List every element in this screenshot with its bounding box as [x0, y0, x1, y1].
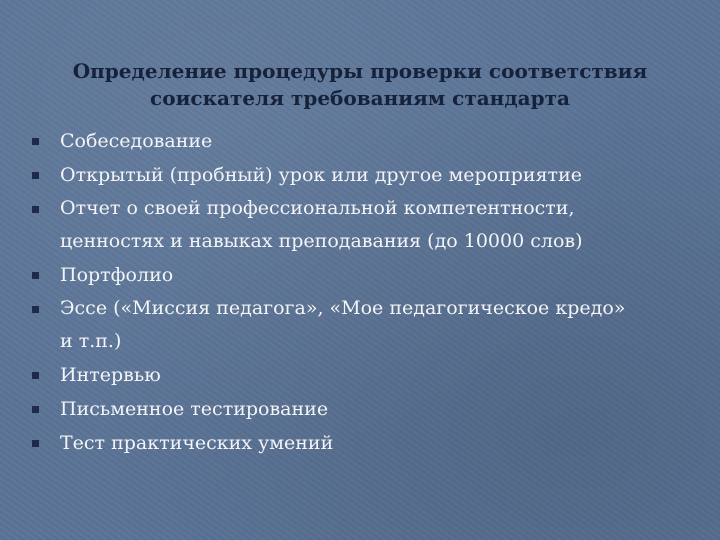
list-item [30, 124, 700, 158]
slide-title-line-1: Определение процедуры проверки соответствия [72, 59, 648, 83]
list-item-line: ценностях и навыках преподавания (до 10000 слов) [60, 230, 583, 252]
list-item-line: Собеседование [60, 130, 213, 152]
square-bullet-icon [32, 406, 39, 413]
list-item-line: и т.п.) [60, 330, 122, 352]
slide-title-line-2: соискателя требованиям стандарта [150, 86, 570, 110]
square-bullet-icon [32, 206, 39, 213]
square-bullet-icon [32, 372, 39, 379]
list-item [30, 192, 700, 258]
list-item [30, 158, 700, 192]
list-item-text [60, 192, 700, 258]
list-item-text [60, 292, 700, 358]
list-item-line: Интервью [60, 364, 161, 386]
list-item [30, 292, 700, 358]
list-item-line: Письменное тестирование [60, 398, 329, 420]
square-bullet-icon [32, 138, 39, 145]
bullet-list [30, 124, 700, 460]
list-item-text [60, 426, 700, 460]
list-item-text [60, 358, 700, 392]
list-item [30, 426, 700, 460]
square-bullet-icon [32, 172, 39, 179]
slide-title [40, 58, 680, 112]
square-bullet-icon [32, 306, 39, 313]
list-item-text [60, 258, 700, 292]
list-item-line: Эссе («Миссия педагога», «Мое педагогическое кредо» [60, 297, 626, 319]
list-item [30, 358, 700, 392]
list-item-line: Портфолио [60, 264, 174, 286]
list-item-text [60, 392, 700, 426]
list-item-line: Отчет о своей профессиональной компетентности, [60, 197, 575, 219]
list-item-text [60, 124, 700, 158]
list-item [30, 392, 700, 426]
list-item-text [60, 158, 700, 192]
list-item [30, 258, 700, 292]
list-item-line: Тест практических умений [60, 432, 334, 454]
square-bullet-icon [32, 440, 39, 447]
square-bullet-icon [32, 272, 39, 279]
list-item-line: Открытый (пробный) урок или другое мероприятие [60, 164, 582, 186]
